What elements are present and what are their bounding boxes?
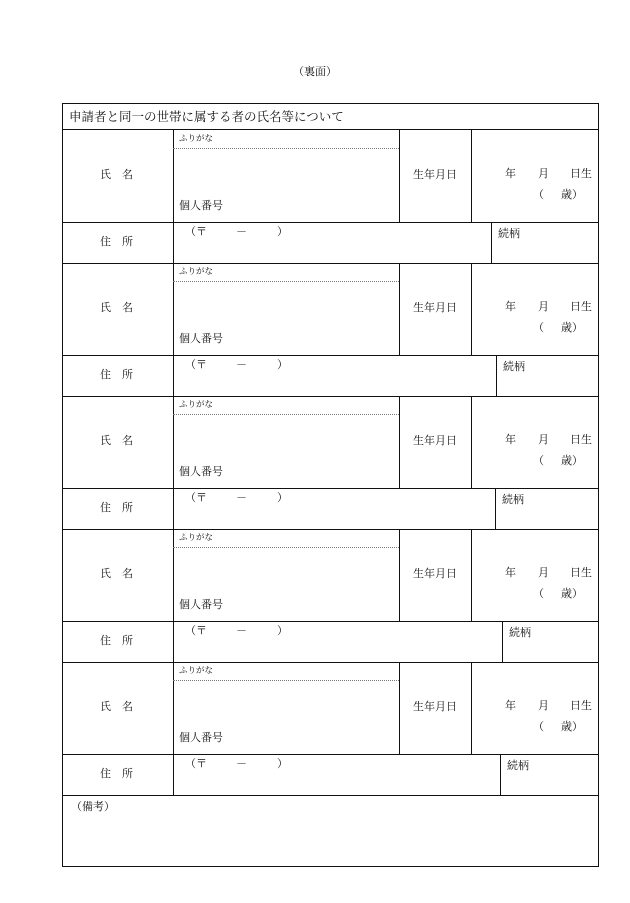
- row-divider: [63, 488, 598, 489]
- year-label: 年: [505, 566, 516, 579]
- age-open: （: [533, 188, 544, 201]
- postal-close: ）: [277, 757, 288, 770]
- relationship-input-3[interactable]: [496, 506, 597, 528]
- furigana-label: ふりがな: [179, 666, 214, 676]
- relationship-label: 続柄: [507, 759, 529, 772]
- relationship-input-5[interactable]: [501, 772, 597, 794]
- name-input-1[interactable]: [174, 150, 398, 194]
- household-members-form: [62, 103, 599, 867]
- address-input-5[interactable]: [174, 770, 499, 794]
- relationship-label: 続柄: [498, 227, 520, 240]
- furigana-separator: [173, 281, 399, 282]
- postal-open: （〒: [185, 491, 207, 504]
- address-input-2[interactable]: [174, 371, 495, 395]
- furigana-input-4[interactable]: [174, 530, 398, 546]
- furigana-separator: [173, 547, 399, 548]
- birth-date-input-1[interactable]: [472, 131, 597, 221]
- col-divider: [399, 263, 400, 355]
- remarks-input[interactable]: [64, 816, 597, 864]
- age-close: 歳）: [561, 720, 583, 733]
- year-label: 年: [505, 300, 516, 313]
- relationship-label: 続柄: [502, 493, 524, 506]
- postal-dash: －: [236, 358, 247, 371]
- month-label: 月: [538, 699, 549, 712]
- col-divider: [399, 396, 400, 488]
- address-label: 住 所: [100, 235, 133, 248]
- postal-open: （〒: [185, 225, 207, 238]
- age-open: （: [533, 720, 544, 733]
- furigana-label: ふりがな: [179, 400, 214, 410]
- birth-date-input-4[interactable]: [472, 530, 597, 620]
- day-born-label: 日生: [570, 167, 592, 180]
- relationship-input-2[interactable]: [497, 373, 597, 395]
- address-label: 住 所: [100, 634, 133, 647]
- name-label: 氏 名: [100, 301, 133, 314]
- individual-number-label: 個人番号: [179, 598, 223, 611]
- individual-number-label: 個人番号: [179, 199, 223, 212]
- name-label: 氏 名: [100, 567, 133, 580]
- address-input-3[interactable]: [174, 504, 494, 528]
- birth-date-label: 生年月日: [413, 301, 457, 314]
- furigana-input-1[interactable]: [174, 131, 398, 147]
- row-divider: [63, 355, 598, 356]
- furigana-input-2[interactable]: [174, 264, 398, 280]
- month-label: 月: [538, 566, 549, 579]
- block-divider: [63, 795, 598, 796]
- birth-date-input-2[interactable]: [472, 264, 597, 354]
- relationship-label: 続柄: [503, 360, 525, 373]
- postal-close: ）: [277, 225, 288, 238]
- name-input-2[interactable]: [174, 283, 398, 327]
- col-divider: [399, 662, 400, 754]
- age-close: 歳）: [561, 454, 583, 467]
- birth-date-label: 生年月日: [413, 434, 457, 447]
- birth-date-label: 生年月日: [413, 168, 457, 181]
- age-close: 歳）: [561, 321, 583, 334]
- furigana-separator: [173, 414, 399, 415]
- address-input-1[interactable]: [174, 238, 490, 262]
- birth-date-input-3[interactable]: [472, 397, 597, 487]
- name-label: 氏 名: [100, 434, 133, 447]
- row-divider: [63, 621, 598, 622]
- postal-close: ）: [277, 624, 288, 637]
- furigana-label: ふりがな: [179, 267, 214, 277]
- postal-open: （〒: [185, 757, 207, 770]
- name-label: 氏 名: [100, 700, 133, 713]
- relationship-input-1[interactable]: [492, 240, 597, 262]
- furigana-separator: [173, 680, 399, 681]
- birth-date-label: 生年月日: [413, 567, 457, 580]
- month-label: 月: [538, 433, 549, 446]
- year-label: 年: [505, 433, 516, 446]
- birth-date-input-5[interactable]: [472, 663, 597, 753]
- row-divider: [63, 222, 598, 223]
- name-label: 氏 名: [100, 168, 133, 181]
- postal-dash: －: [236, 491, 247, 504]
- postal-close: ）: [277, 358, 288, 371]
- individual-number-label: 個人番号: [179, 465, 223, 478]
- name-input-5[interactable]: [174, 682, 398, 726]
- col-divider: [399, 130, 400, 222]
- day-born-label: 日生: [570, 699, 592, 712]
- day-born-label: 日生: [570, 433, 592, 446]
- postal-dash: －: [236, 624, 247, 637]
- age-close: 歳）: [561, 587, 583, 600]
- day-born-label: 日生: [570, 566, 592, 579]
- year-label: 年: [505, 699, 516, 712]
- address-label: 住 所: [100, 368, 133, 381]
- name-input-3[interactable]: [174, 416, 398, 460]
- furigana-input-3[interactable]: [174, 397, 398, 413]
- relationship-label: 続柄: [509, 626, 531, 639]
- name-input-4[interactable]: [174, 549, 398, 593]
- day-born-label: 日生: [570, 300, 592, 313]
- postal-dash: －: [236, 757, 247, 770]
- relationship-input-4[interactable]: [503, 639, 597, 661]
- age-close: 歳）: [561, 188, 583, 201]
- year-label: 年: [505, 167, 516, 180]
- postal-close: ）: [277, 491, 288, 504]
- furigana-label: ふりがな: [179, 533, 214, 543]
- furigana-label: ふりがな: [179, 134, 214, 144]
- individual-number-label: 個人番号: [179, 731, 223, 744]
- postal-dash: －: [236, 225, 247, 238]
- address-label: 住 所: [100, 767, 133, 780]
- furigana-separator: [173, 148, 399, 149]
- form-title: 申請者と同一の世帯に属する者の氏名等について: [63, 104, 598, 130]
- postal-open: （〒: [185, 358, 207, 371]
- individual-number-label: 個人番号: [179, 332, 223, 345]
- postal-open: （〒: [185, 624, 207, 637]
- col-divider: [399, 529, 400, 621]
- page-title: （裏面）: [293, 65, 337, 78]
- address-label: 住 所: [100, 501, 133, 514]
- age-open: （: [533, 587, 544, 600]
- month-label: 月: [538, 300, 549, 313]
- row-divider: [63, 754, 598, 755]
- age-open: （: [533, 454, 544, 467]
- remarks-label: （備考）: [71, 800, 115, 813]
- birth-date-label: 生年月日: [413, 700, 457, 713]
- month-label: 月: [538, 167, 549, 180]
- address-input-4[interactable]: [174, 637, 501, 661]
- furigana-input-5[interactable]: [174, 663, 398, 679]
- age-open: （: [533, 321, 544, 334]
